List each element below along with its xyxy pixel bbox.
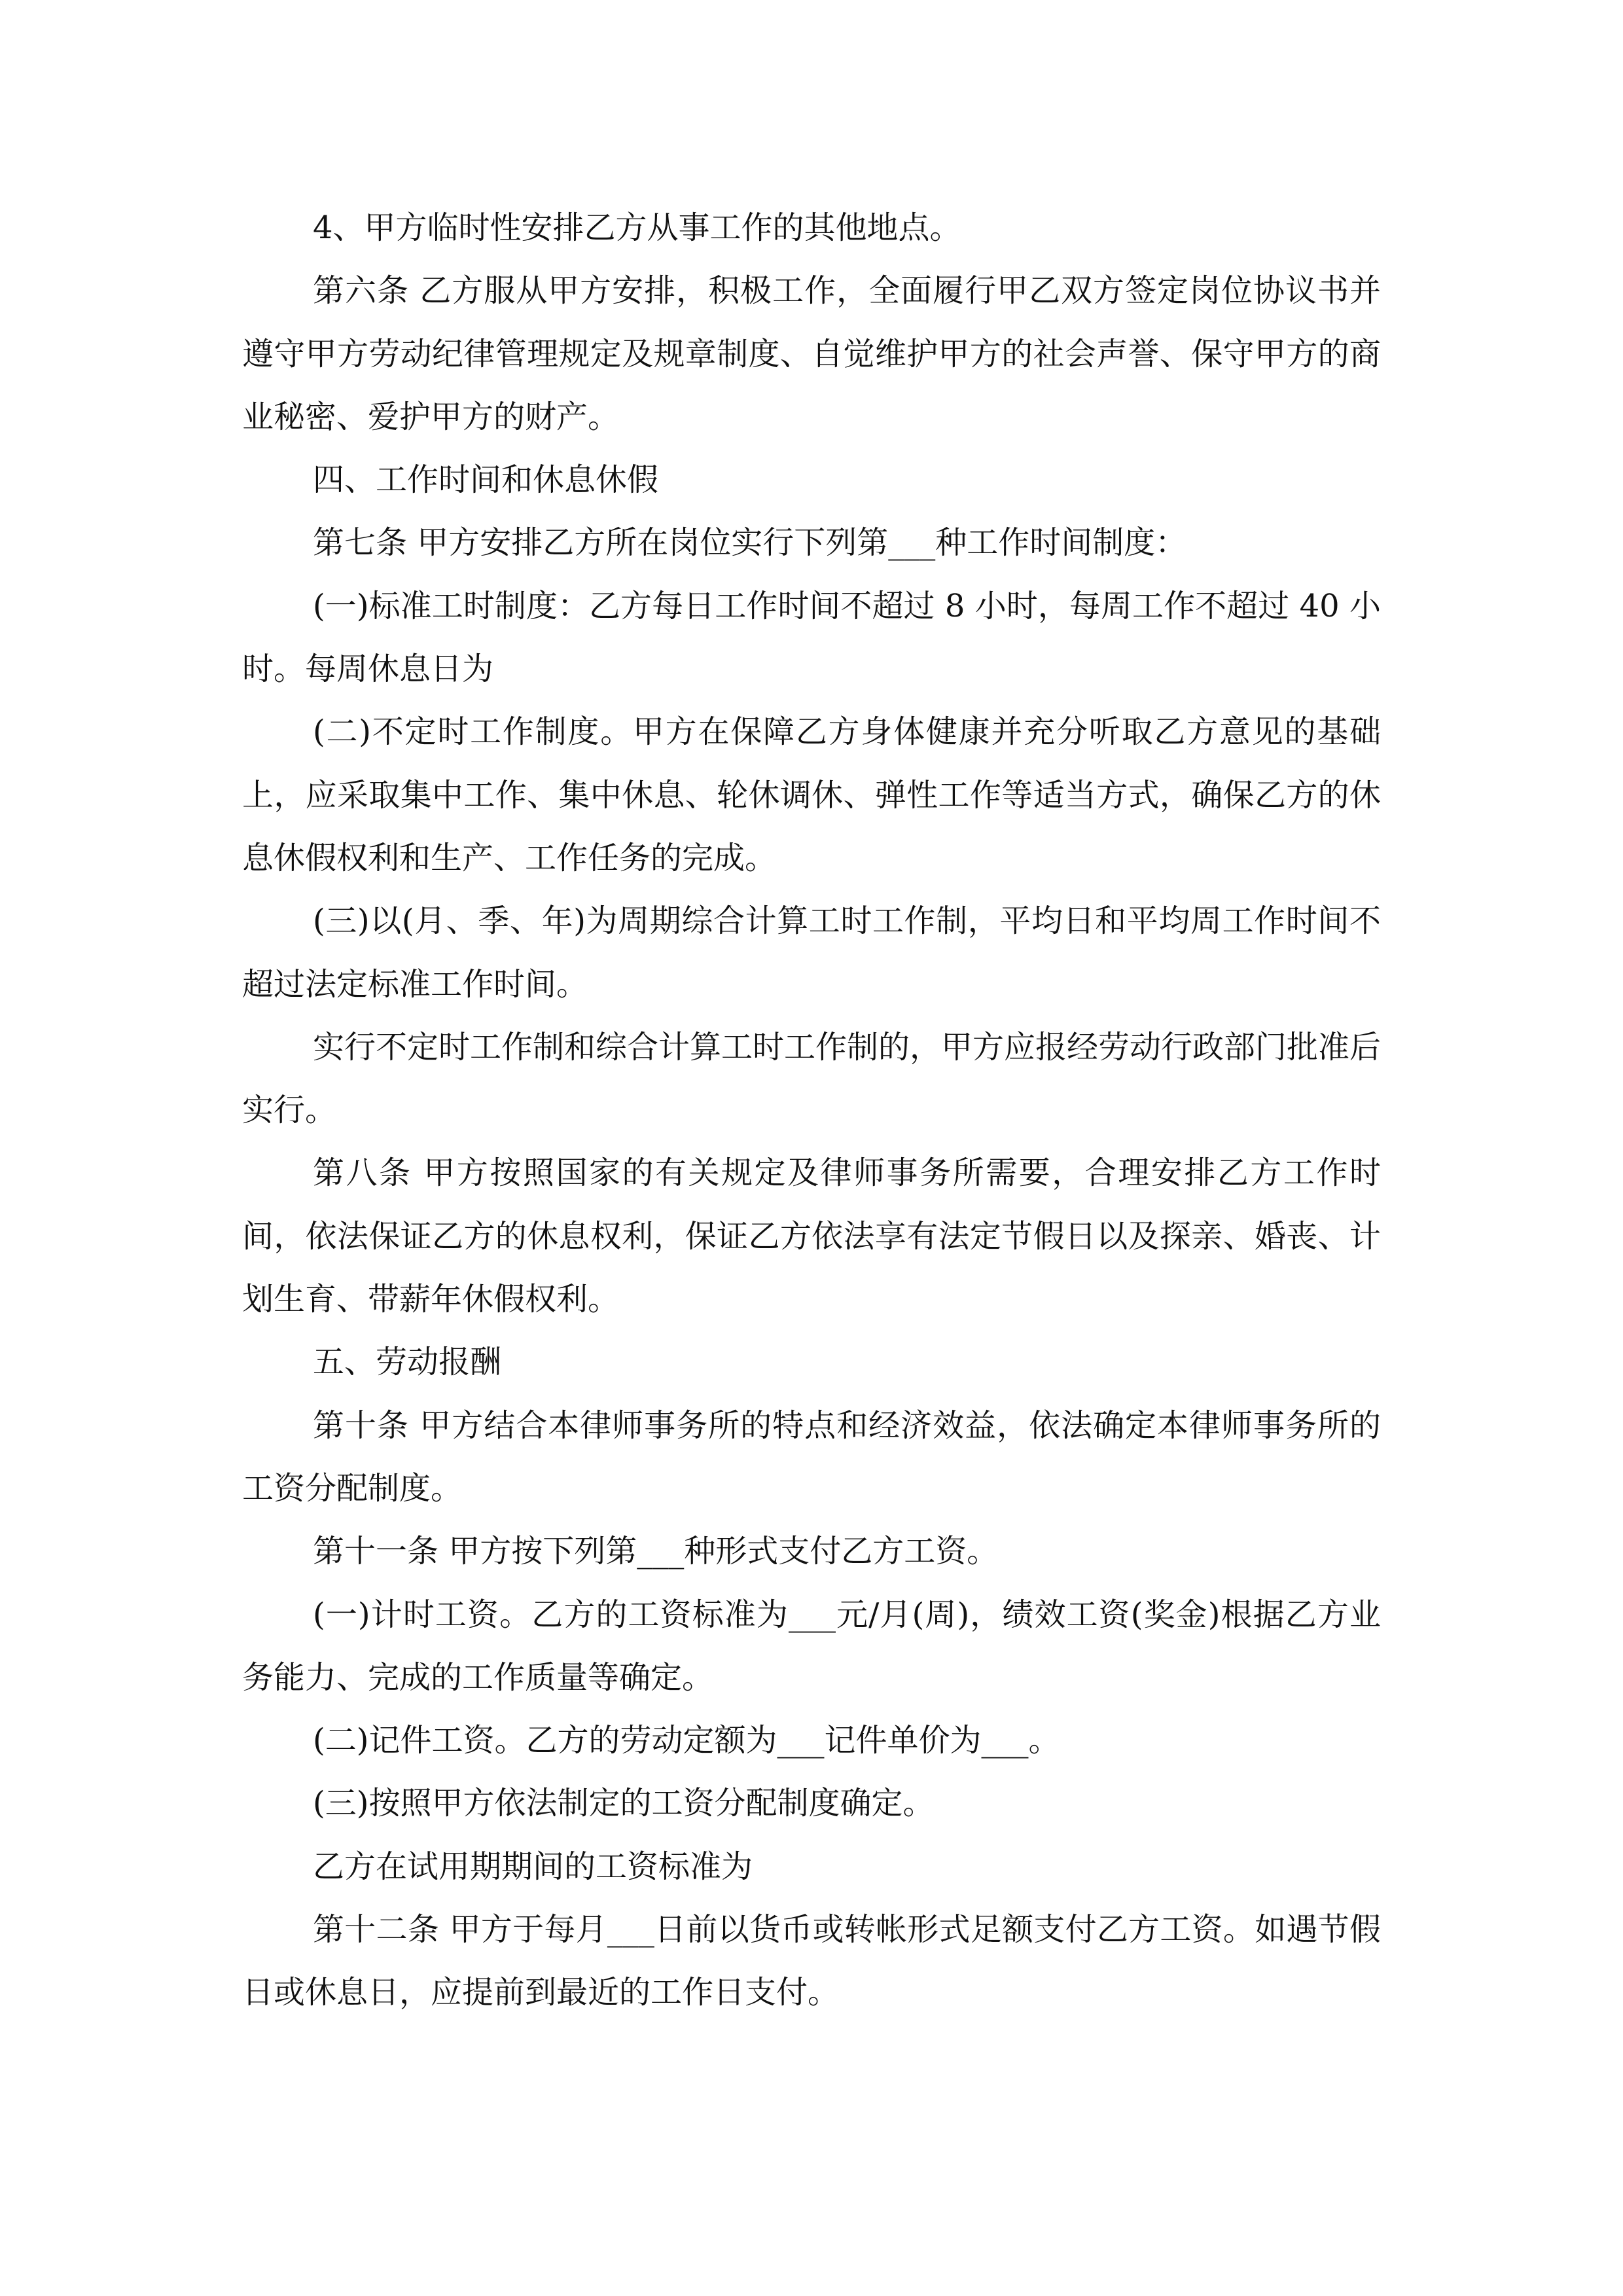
paragraph: 第六条 乙方服从甲方安排，积极工作，全面履行甲乙双方签定岗位协议书并遵守甲方劳动纪律管理规定及规章制度、自觉维护甲方的社会声誉、保守甲方的商业秘密、爱护甲方的财产。 <box>242 272 1381 435</box>
document-body <box>242 196 1381 2024</box>
paragraph: (一)计时工资。乙方的工资标准为___元/月(周)，绩效工资(奖金)根据乙方业务能力、完成的工作质量等确定。 <box>242 1596 1381 1696</box>
section-heading: 四、工作时间和休息休假 <box>313 461 659 499</box>
paragraph: (三)按照甲方依法制定的工资分配制度确定。 <box>313 1785 935 1822</box>
paragraph: (一)标准工时制度：乙方每日工作时间不超过 8 小时，每周工作不超过 40 小时。每周休息日为 <box>242 587 1381 688</box>
paragraph: (三)以(月、季、年)为周期综合计算工时工作制，平均日和平均周工作时间不超过法定标准工作时间。 <box>242 903 1381 1003</box>
paragraph: 乙方在试用期期间的工资标准为 <box>313 1848 753 1885</box>
paragraph: 4、甲方临时性安排乙方从事工作的其他地点。 <box>313 209 961 246</box>
section-heading: 五、劳动报酬 <box>313 1344 502 1381</box>
paragraph: 实行不定时工作制和综合计算工时工作制的，甲方应报经劳动行政部门批准后实行。 <box>242 1028 1382 1129</box>
paragraph: (二)记件工资。乙方的劳动定额为___记件单价为___。 <box>313 1722 1060 1759</box>
paragraph: 第十二条 甲方于每月___日前以货币或转帐形式足额支付乙方工资。如遇节假日或休息日，应提前到最近的工作日支付。 <box>242 1911 1381 2011</box>
paragraph: (二)不定时工作制度。甲方在保障乙方身体健康并充分听取乙方意见的基础上，应采取集中工作、集中休息、轮休调休、弹性工作等适当方式，确保乙方的休息休假权利和生产、工作任务的完成。 <box>242 713 1381 876</box>
paragraph: 第十条 甲方结合本律师事务所的特点和经济效益，依法确定本律师事务所的工资分配制度。 <box>242 1407 1381 1507</box>
paragraph: 第十一条 甲方按下列第___种形式支付乙方工资。 <box>313 1533 999 1570</box>
paragraph: 第七条 甲方安排乙方所在岗位实行下列第___种工作时间制度： <box>313 524 1187 562</box>
paragraph: 第八条 甲方按照国家的有关规定及律师事务所需要，合理安排乙方工作时间，依法保证乙方的休息权利，保证乙方依法享有法定节假日以及探亲、婚丧、计划生育、带薪年休假权利。 <box>242 1155 1381 1318</box>
